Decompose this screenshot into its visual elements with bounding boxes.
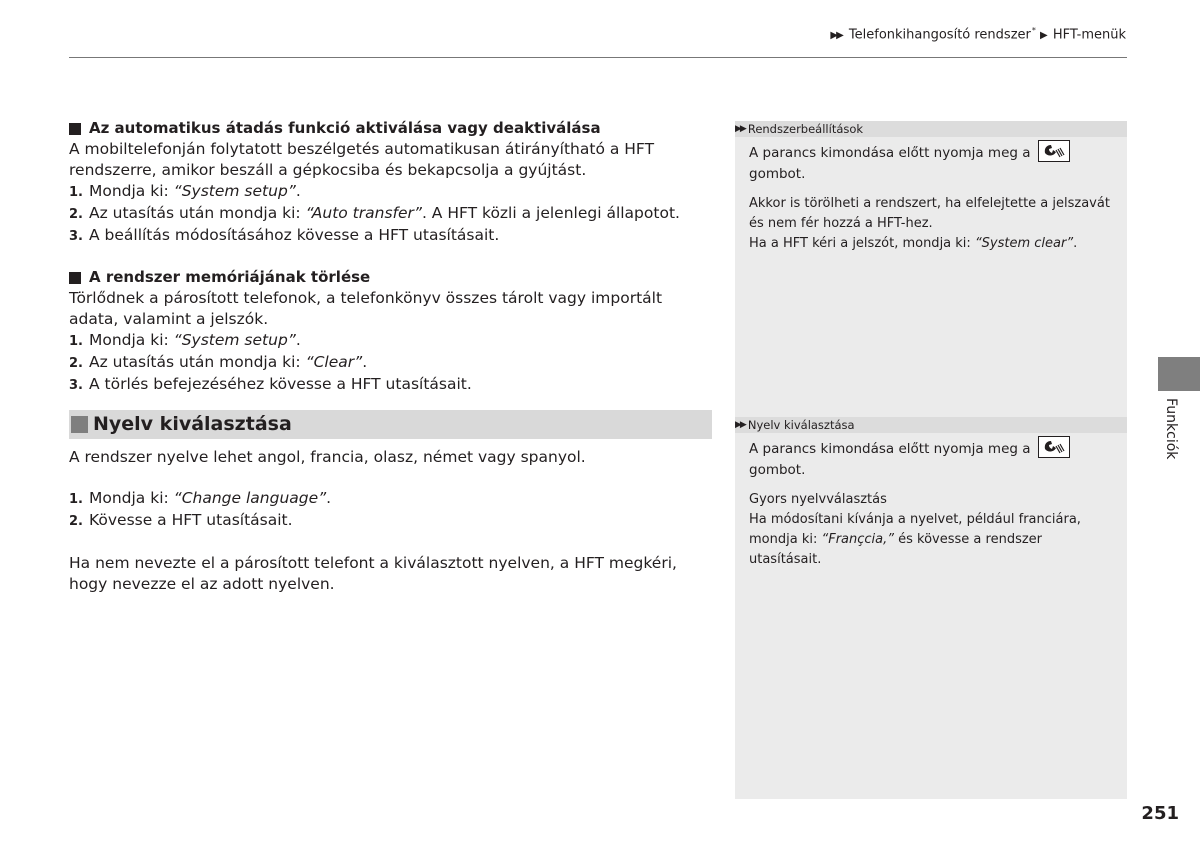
phone-talk-icon [1038, 140, 1070, 162]
language-title: Nyelv kiválasztása [93, 413, 292, 435]
step-number: 1. [69, 185, 83, 200]
system-settings-press: A parancs kimondása előtt nyomja meg a gombot. [749, 140, 1113, 184]
auto-transfer-title: Az automatikus átadás funkció aktiválása vagy deaktiválása [89, 119, 601, 137]
clear-memory-body: Törlődnek a párosított telefonok, a telefonkönyv összes tárolt vagy importált adata, valamint a jelszók. [69, 289, 663, 328]
sidebar-heading-system-settings [735, 121, 1127, 137]
auto-transfer-body: A mobiltelefonján folytatott beszélgetés automatikusan átirányítható a HFT rendszerre, amikor beszáll a gépkocsiba és bekapcsolja a gyújtást. [69, 140, 655, 179]
breadcrumb-part2[interactable]: HFT-menük [1052, 27, 1126, 43]
step-command: “Auto transfer” [305, 204, 422, 222]
step-text: A beállítás módosításához kövesse a HFT utasításait. [88, 226, 500, 244]
phone-talk-icon [1038, 436, 1070, 458]
main-content [69, 118, 709, 595]
sidebar-notes [735, 121, 1127, 799]
step-text: Mondja ki: [88, 331, 174, 349]
chapter-tab[interactable] [1158, 357, 1200, 391]
breadcrumb-part1[interactable]: Telefonkihangosító rendszer [848, 27, 1031, 43]
breadcrumb-arrows-icon: ▶▶ [830, 30, 842, 42]
step-item [69, 510, 709, 532]
system-settings-heading: Rendszerbeállítások [747, 122, 864, 136]
square-bullet-icon [69, 123, 81, 135]
step-number: 2. [69, 514, 83, 529]
step-command: “Change language” [173, 489, 327, 507]
step-number: 1. [69, 334, 83, 349]
clear-memory-steps [69, 330, 709, 396]
quick-language-text: Ha módosítani kívánja a nyelvet, például franciára, [749, 512, 1081, 527]
step-command: “System setup” [173, 182, 296, 200]
step-item [69, 330, 709, 352]
step-item [69, 352, 709, 374]
sidebar-heading-language [735, 417, 1127, 433]
step-item [69, 488, 709, 510]
language-press: A parancs kimondása előtt nyomja meg a gombot. [749, 436, 1113, 480]
step-suffix: . [295, 182, 301, 200]
step-suffix: . [362, 353, 368, 371]
step-text: Az utasítás után mondja ki: [88, 353, 306, 371]
system-settings-note1: Akkor is törölheti a rendszert, ha elfelejtette a jelszavát és nem fér hozzá a HFT-hez. [749, 196, 1110, 231]
step-text: Mondja ki: [88, 182, 174, 200]
section-bar-language [69, 410, 712, 439]
section-heading-clear-memory [69, 267, 709, 288]
quick-language-command: mondja ki: “Françcia,” és kövesse a rendszer utasításait. [749, 532, 1043, 567]
step-text: A törlés befejezéséhez kövesse a HFT utasításait. [88, 375, 472, 393]
language-note-heading: Nyelv kiválasztása [747, 418, 855, 432]
step-command: “System setup” [173, 331, 296, 349]
step-item [69, 225, 709, 247]
chapter-tab-label: Funkciók [1163, 398, 1179, 460]
step-item [69, 203, 709, 225]
step-number: 1. [69, 492, 83, 507]
square-bullet-icon [69, 272, 81, 284]
language-intro: A rendszer nyelve lehet angol, francia, olasz, német vagy spanyol. [69, 448, 586, 466]
step-text: Kövesse a HFT utasításait. [88, 511, 293, 529]
step-suffix: . [295, 331, 301, 349]
step-text: Az utasítás után mondja ki: [88, 204, 306, 222]
language-note: Ha nem nevezte el a párosított telefont a kiválasztott nyelven, a HFT megkéri, hogy nevezze el az adott nyelven. [69, 554, 677, 593]
section-heading-auto-transfer [69, 118, 709, 139]
note-arrow-icon: ▶▶ [735, 420, 745, 430]
step-command: “Clear” [305, 353, 363, 371]
step-item [69, 374, 709, 396]
step-number: 2. [69, 207, 83, 222]
breadcrumb-arrow-icon: ▶ [1040, 30, 1046, 42]
breadcrumb [830, 26, 1126, 42]
step-suffix: . [326, 489, 332, 507]
step-text: Mondja ki: [88, 489, 174, 507]
step-item [69, 181, 709, 203]
header-divider [69, 57, 1127, 58]
auto-transfer-steps [69, 181, 709, 247]
step-number: 3. [69, 229, 83, 244]
language-steps [69, 488, 709, 532]
page-number: 251 [1141, 803, 1179, 824]
quick-language-title: Gyors nyelvválasztás [749, 492, 887, 507]
system-settings-note2: Ha a HFT kéri a jelszót, mondja ki: “System clear”. [749, 236, 1078, 251]
gray-square-icon [71, 416, 88, 433]
clear-memory-title: A rendszer memóriájának törlése [89, 268, 371, 286]
step-number: 2. [69, 356, 83, 371]
note-arrow-icon: ▶▶ [735, 124, 745, 134]
step-number: 3. [69, 378, 83, 393]
breadcrumb-asterisk: * [1031, 26, 1036, 35]
step-suffix: . A HFT közli a jelenlegi állapotot. [421, 204, 680, 222]
